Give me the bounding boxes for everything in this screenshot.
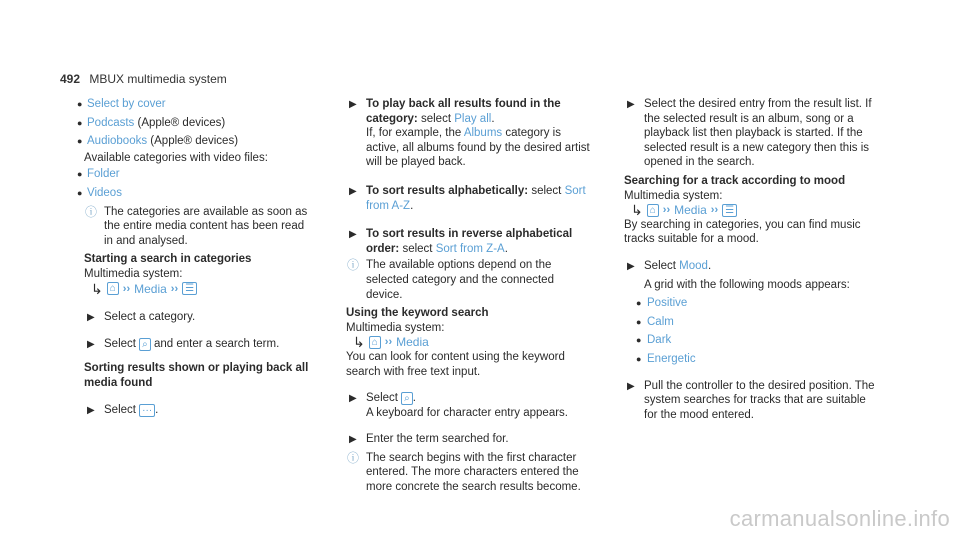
mood-text: By searching in categories, you can find music tracks suitable for a mood. — [624, 218, 861, 246]
video-intro: Available categories with video files: — [84, 151, 268, 164]
info-note: ⓘ The categories are available as soon as the entire media content has been read in and analysed. — [85, 204, 308, 247]
home-icon: ⌂ — [369, 336, 381, 349]
step-arrow-icon: ▶ — [349, 99, 357, 110]
info-note: ⓘ The search begins with the first character entered. The more characters entered the more concrete the search results become. — [347, 450, 581, 494]
home-icon: ⌂ — [647, 204, 659, 217]
info-icon: ⓘ — [85, 204, 98, 219]
step: ▶ Select the desired entry from the result list. If the selected result is an album, song or a playback list then playback is started. If the selected result is a new category then this is opened in the search. — [627, 98, 872, 169]
list-item: ● Calm — [636, 315, 674, 328]
step-arrow-icon: ▶ — [87, 338, 95, 350]
list-item: ● Select by cover — [77, 98, 166, 110]
menu-list-icon: ☰ — [722, 204, 737, 217]
column-3 — [601, 97, 876, 422]
list-item: ● Energetic — [636, 352, 696, 365]
step-arrow-icon: ▶ — [349, 434, 357, 446]
path-media: Media — [674, 203, 707, 218]
page-title: MBUX multimedia system — [89, 72, 227, 86]
step-arrow-icon: ▶ — [87, 312, 95, 324]
watermark: carmanualsonline.info — [729, 506, 950, 532]
step: ▶ To play back all results found in the category: select Play all. If, for example, the Albums category is active, all albums found by the desired artist will be played back. — [349, 98, 590, 169]
system-label: Multimedia system: — [84, 267, 183, 280]
step: ▶ Select ⌕ and enter a search term. — [61, 337, 311, 352]
step: ▶ Select a category. — [61, 310, 311, 325]
chevron-icon: ›› — [170, 282, 179, 295]
step-arrow-icon: ▶ — [349, 393, 357, 405]
list-item: ● Videos — [77, 186, 122, 199]
list-item: ● Dark — [636, 334, 672, 347]
chevron-icon: ›› — [710, 204, 719, 217]
step: ▶ Enter the term searched for. — [323, 432, 593, 447]
system-label: Multimedia system: — [624, 189, 723, 202]
return-arrow-icon: ↳ — [631, 202, 643, 219]
info-note: ⓘ The available options depend on the selected category and the connected device. — [347, 258, 554, 301]
step: ▶ Select ··· . — [61, 403, 311, 418]
section-heading: Starting a search in categories — [84, 253, 252, 266]
step-arrow-icon: ▶ — [349, 185, 357, 197]
search-icon: ⌕ — [139, 338, 151, 351]
menu-path — [323, 335, 593, 350]
list-item: ● Positive — [636, 297, 688, 310]
list-item: ● Folder — [77, 168, 120, 181]
step-arrow-icon: ▶ — [627, 380, 635, 392]
info-icon: ⓘ — [347, 258, 360, 273]
list-item: ● Podcasts (Apple® devices) — [77, 116, 226, 129]
section-heading: Using the keyword search — [346, 307, 489, 320]
chevron-icon: ›› — [384, 336, 393, 349]
page-number: 492 — [60, 72, 81, 86]
return-arrow-icon: ↳ — [91, 280, 103, 297]
chevron-icon: ›› — [122, 282, 131, 295]
info-icon: ⓘ — [347, 450, 360, 465]
keyword-text: You can look for content using the keyword search with free text input. — [346, 350, 565, 378]
step-arrow-icon: ▶ — [349, 229, 357, 241]
system-label: Multimedia system: — [346, 321, 445, 334]
return-arrow-icon: ↳ — [353, 334, 365, 351]
column-2 — [323, 97, 593, 495]
section-heading: Sorting results shown or playing back all media found — [84, 362, 309, 389]
path-media: Media — [396, 335, 429, 350]
menu-path — [601, 203, 876, 218]
step: ▶ Select Mood. — [601, 259, 876, 274]
search-icon: ⌕ — [401, 392, 413, 405]
menu-path — [61, 282, 311, 297]
column-1 — [61, 97, 311, 417]
step: ▶ Select ⌕ . A keyboard for character entry appears. — [349, 392, 568, 419]
more-options-icon: ··· — [139, 404, 155, 417]
step: ▶ Pull the controller to the desired position. The system searches for tracks that are suitable for the mood entered. — [627, 379, 875, 421]
step-arrow-icon: ▶ — [627, 99, 635, 110]
step: ▶ To sort results alphabetically: select Sort from A-Z. — [349, 184, 586, 212]
home-icon: ⌂ — [107, 282, 119, 295]
menu-list-icon: ☰ — [182, 282, 197, 295]
path-media: Media — [134, 281, 167, 296]
page-header — [60, 72, 227, 87]
step: ▶ To sort results in reverse alphabetical order: select Sort from Z-A. — [349, 228, 573, 255]
list-item: ● Audiobooks (Apple® devices) — [77, 135, 239, 148]
step-arrow-icon: ▶ — [87, 404, 95, 416]
chevron-icon: ›› — [662, 204, 671, 217]
grid-text: A grid with the following moods appears: — [644, 278, 850, 291]
step-arrow-icon: ▶ — [627, 260, 635, 272]
section-heading: Searching for a track according to mood — [624, 174, 846, 187]
